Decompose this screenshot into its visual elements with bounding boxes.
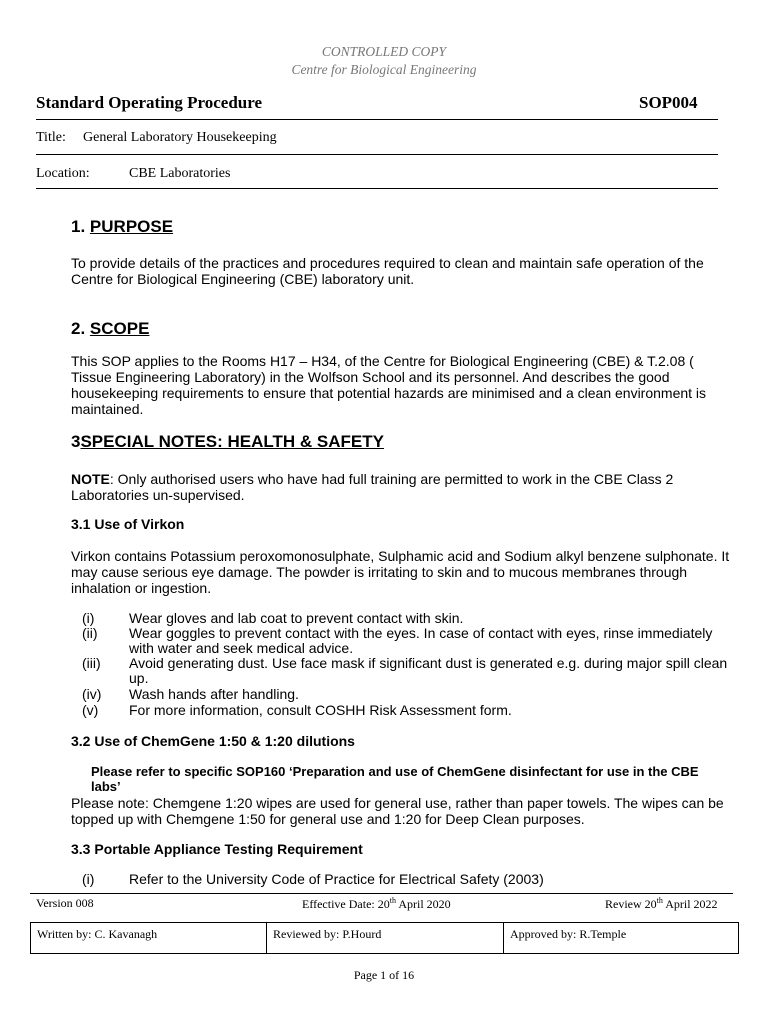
health-safety-number: 3 [71,432,81,451]
doc-id: SOP004 [639,93,698,112]
list-item-text: Wear goggles to prevent contact with the eyes. In case of contact with eyes, rinse immediately with water and seek medical advice. [129,625,713,656]
doc-type: Standard Operating Procedure [36,93,263,112]
health-safety-heading [71,432,384,452]
location-divider [36,188,718,189]
chemgene-refer: Please refer to specific SOP160 ‘Preparation and use of ChemGene disinfectant for use in the CBE labs’ [91,764,699,794]
version: Version 008 [36,896,94,910]
location-value: CBE Laboratories [129,166,231,181]
list-item-text: Wear gloves and lab coat to prevent contact with skin. [129,610,464,626]
title-value: General Laboratory Housekeeping [83,130,277,145]
list-item-text: Refer to the University Code of Practice for Electrical Safety (2003) [129,871,544,887]
list-item-number: (i) [82,610,95,626]
virkon-text: Virkon contains Potassium peroxomonosulphate, Sulphamic acid and Sodium alkyl benzene sulphonate. It may cause serious eye damage. The powder is irritating to skin and to mucous membranes through inhalation or ingestion. [71,548,730,596]
list-item-number: (v) [82,702,99,718]
written-by: Written by: C. Kavanagh [31,923,267,953]
effective-date-suffix: April 2020 [395,897,451,911]
review-date-suffix: April 2022 [662,897,718,911]
effective-date-sup: th [389,896,396,905]
list-item-number: (i) [82,871,95,887]
purpose-title: PURPOSE [89,217,174,236]
scope-text: This SOP applies to the Rooms H17 – H34, of the Centre for Biological Engineering (CBE) & T.2.08 ( Tissue Engineering Laboratory) in the Wolfson School and its personnel. And describes the good housekeeping requirements to ensure that potential hazards are minimised and a clean environment is maintained. [71,353,707,417]
controlled-copy-label: CONTROLLED COPY [321,44,447,59]
purpose-heading [71,217,173,237]
review-date-sup: th [656,896,663,905]
review-date [605,896,718,912]
list-item-number: (iv) [82,686,102,702]
footer-divider [30,893,733,894]
reviewed-by: Reviewed by: P.Hourd [267,923,504,953]
title-label: Title: [36,130,66,145]
chemgene-note: Please note: Chemgene 1:20 wipes are used for general use, rather than paper towels. The wipes can be topped up with Chemgene 1:50 for general use and 1:20 for Deep Clean purposes. [71,795,724,827]
title-divider [36,154,718,155]
purpose-number: 1. [71,217,86,236]
centre-name: Centre for Biological Engineering [291,62,477,77]
health-safety-title: SPECIAL NOTES: HEALTH & SAFETY [80,432,384,451]
note-text: : Only authorised users who have had full training are permitted to work in the CBE Class 2 Laboratories un-supervised. [71,471,674,503]
effective-date-prefix: Effective Date: 20 [302,897,390,911]
review-date-prefix: Review 20 [605,897,657,911]
scope-number: 2. [71,319,86,338]
note-label: NOTE [71,471,110,487]
signoff-table [30,922,739,954]
pat-heading: 3.3 Portable Appliance Testing Requirement [71,841,363,857]
list-item-number: (ii) [82,625,98,641]
list-item-text: Avoid generating dust. Use face mask if significant dust is generated e.g. during major spill clean up. [129,655,728,686]
effective-date [302,896,451,912]
header-divider [36,119,718,120]
page-number: Page 1 of 16 [353,968,415,982]
list-item-number: (iii) [82,655,101,671]
approved-by: Approved by: R.Temple [510,927,627,941]
location-label: Location: [36,166,90,181]
virkon-heading: 3.1 Use of Virkon [71,516,185,532]
scope-heading [71,319,149,339]
list-item-text: Wash hands after handling. [129,686,299,702]
chemgene-heading: 3.2 Use of ChemGene 1:50 & 1:20 dilutions [71,733,355,749]
purpose-text: To provide details of the practices and procedures required to clean and maintain safe operation of the Centre for Biological Engineering (CBE) laboratory unit. [71,255,704,287]
note-paragraph [71,471,711,503]
scope-title: SCOPE [89,319,150,338]
list-item-text: For more information, consult COSHH Risk Assessment form. [129,702,512,718]
